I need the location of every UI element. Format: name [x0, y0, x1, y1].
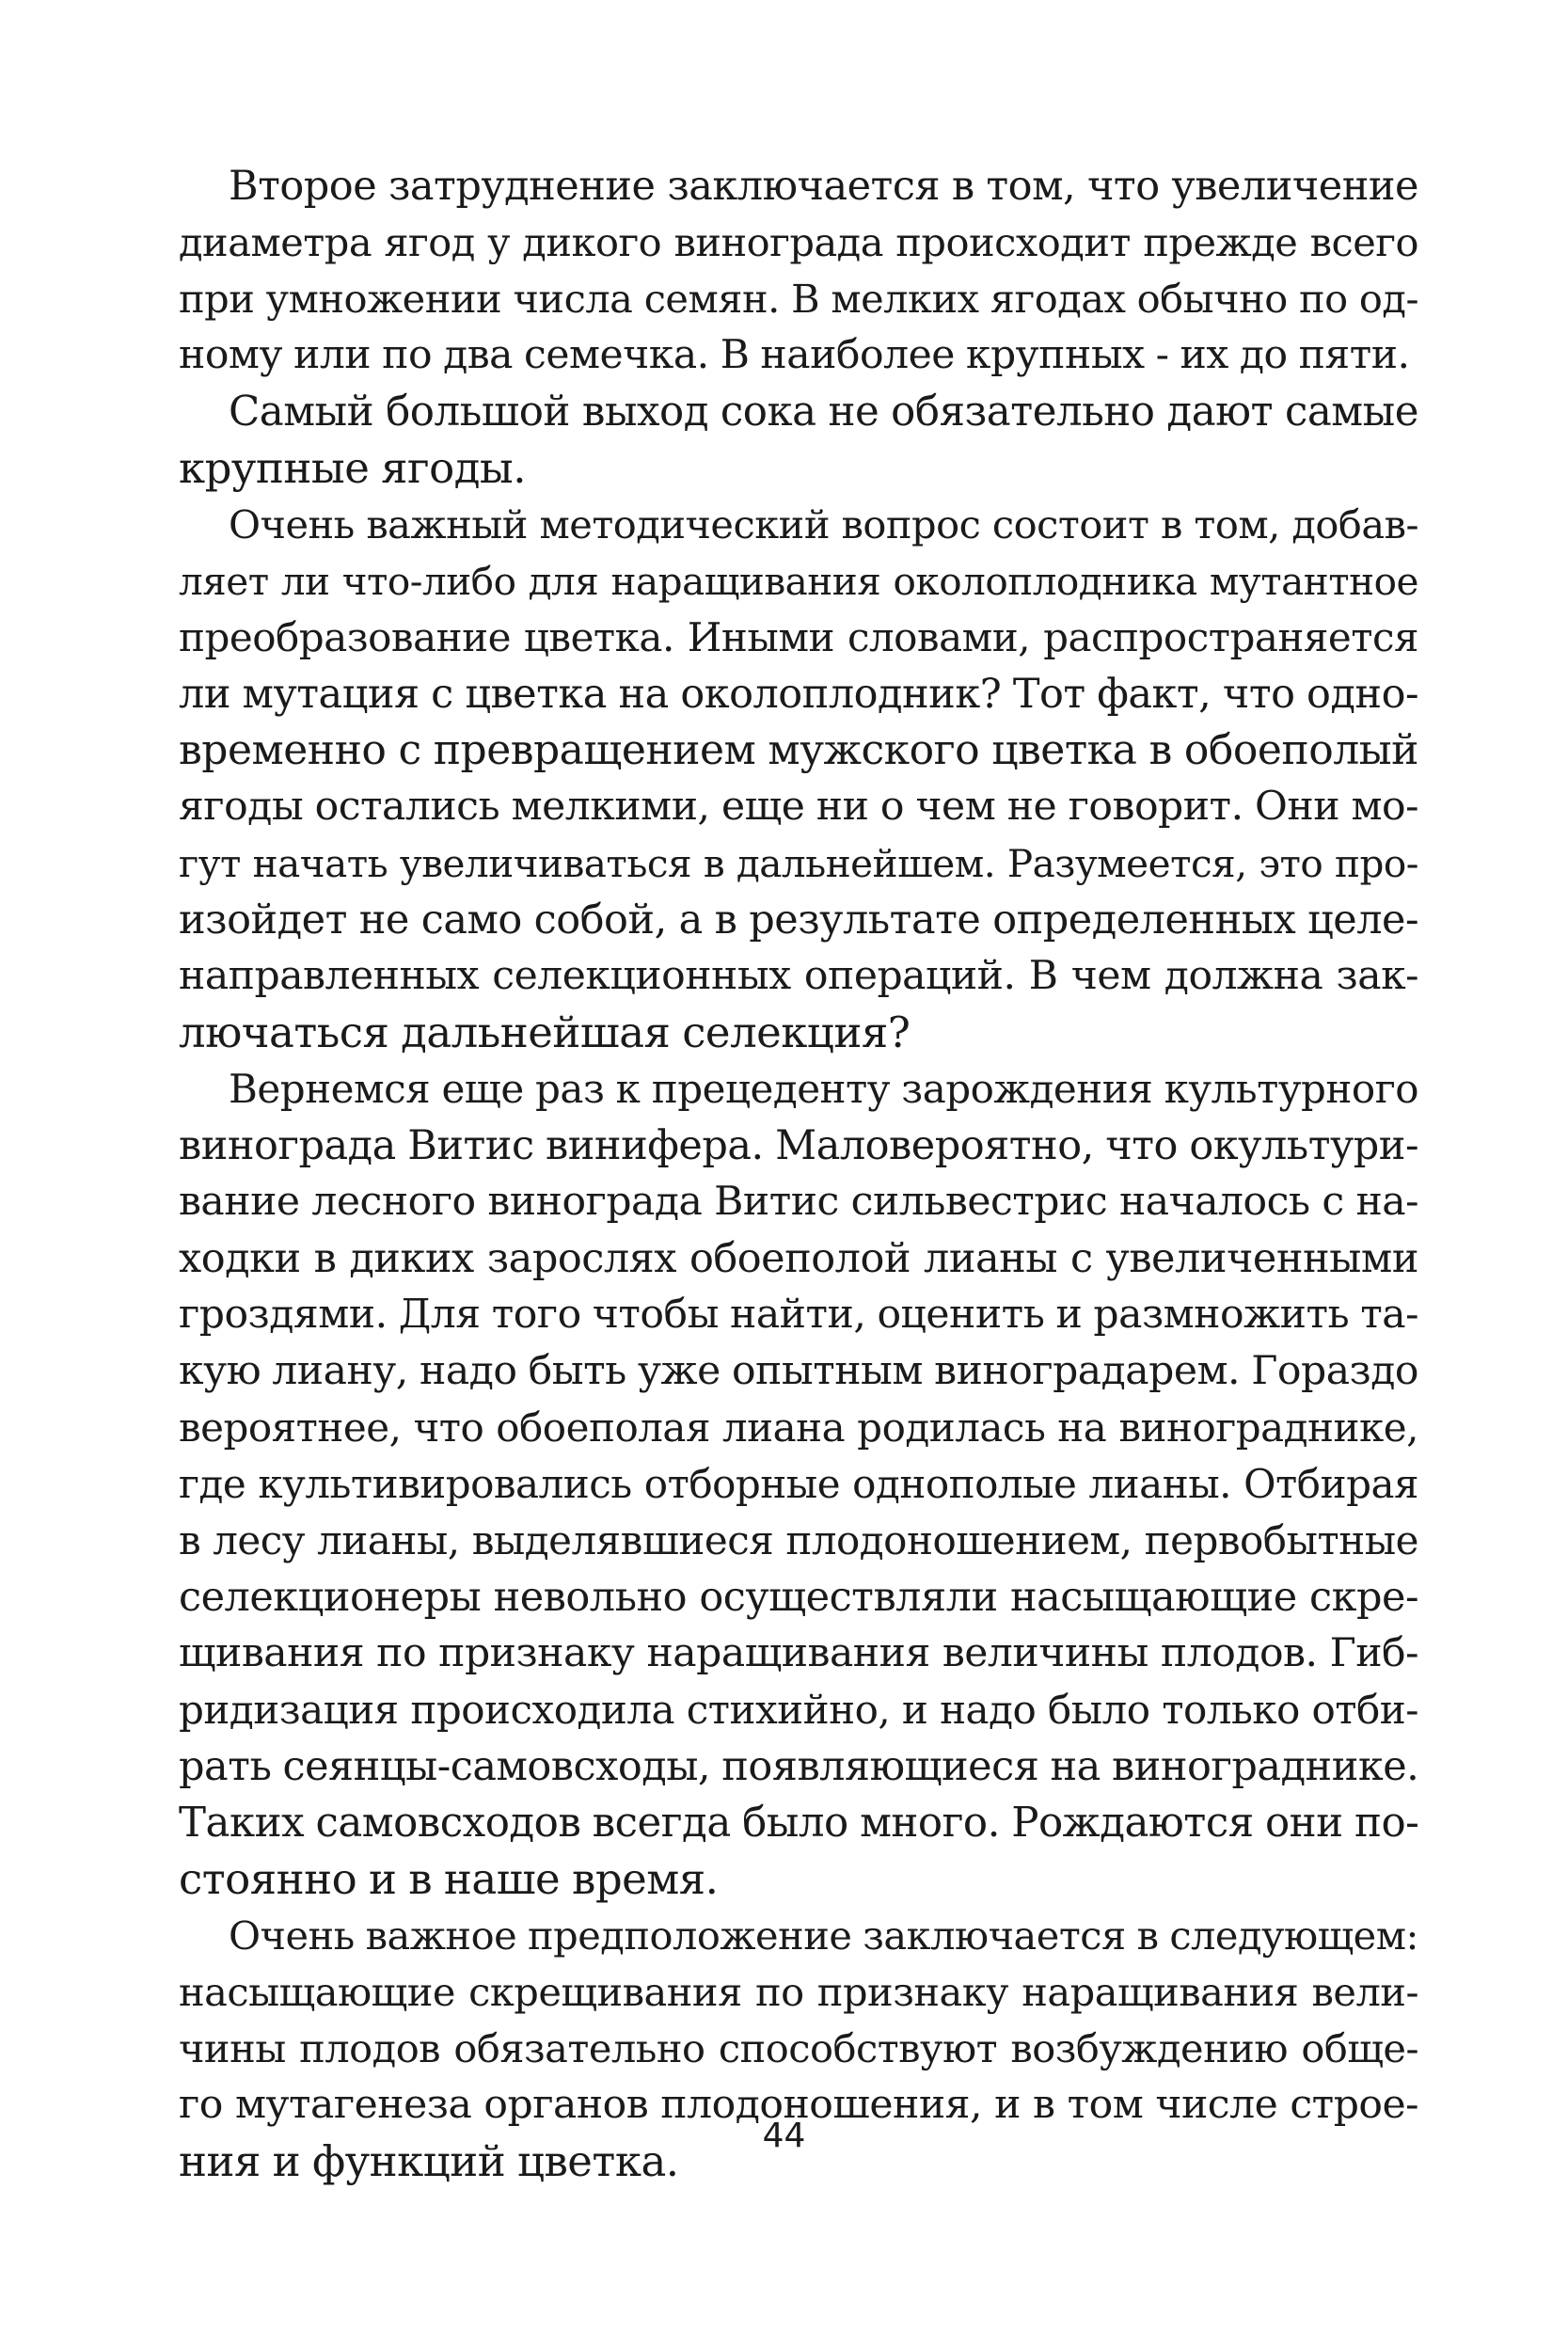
text-line: временно с превращением мужского цветка в обоеполый	[179, 726, 1418, 774]
text-line: селекционеры невольно осуществляли насыщающие скре-	[179, 1574, 1418, 1621]
body-text	[179, 158, 1418, 2190]
text-line: в лесу лианы, выделявшиеся плодоношением, первобытные	[179, 1517, 1418, 1563]
text-line: где культивировались отборные однополые лианы. Отбирая	[179, 1461, 1418, 1507]
text-line: ляет ли что-либо для наращивания околоплодника мутантное	[179, 559, 1418, 604]
text-line: стоянно и в наше время.	[179, 1854, 719, 1904]
text-line: ли мутация с цветка на околоплодник? Тот факт, что одно-	[179, 671, 1418, 718]
text-line: ягоды остались мелкими, еще ни о чем не говорит. Они мо-	[179, 784, 1418, 830]
text-line: Вернемся еще раз к прецеденту зарождения культурного	[229, 1066, 1418, 1112]
text-line: гроздями. Для того чтобы найти, оценить и размножить та-	[179, 1292, 1418, 1338]
text-line: го мутагенеза органов плодоношения, и в том числе строе-	[179, 2082, 1418, 2128]
text-line: крупные ягоды.	[179, 443, 527, 493]
text-line: вание лесного винограда Витис сильвестрис началось с на-	[179, 1179, 1418, 1225]
text-line: Таких самовсходов всегда было много. Рождаются они по-	[179, 1800, 1419, 1847]
text-line: ходки в диких зарослях обоеполой лианы с увеличенными	[179, 1235, 1418, 1282]
text-line: чины плодов обязательно способствуют возбуждению обще-	[179, 2025, 1418, 2071]
text-line: кую лиану, надо быть уже опытным виноградарем. Гораздо	[179, 1348, 1418, 1394]
text-line: Самый большой выход сока не обязательно дают самые	[229, 389, 1418, 436]
text-line: рать сеянцы-самовсходы, появляющиеся на винограднике.	[179, 1743, 1419, 1790]
text-line: Очень важное предположение заключается в следующем:	[229, 1912, 1418, 1959]
text-line: ния и функций цветка.	[179, 2136, 679, 2186]
text-line: щивания по признаку наращивания величины плодов. Гиб-	[179, 1630, 1418, 1676]
text-line: лючаться дальнейшая селекция?	[179, 1007, 911, 1057]
text-line: ному или по два семечка. В наиболее крупных - их до пяти.	[179, 332, 1410, 378]
page-number: 44	[762, 2117, 806, 2155]
text-line: гут начать увеличиваться в дальнейшем. Разумеется, это про-	[179, 841, 1418, 886]
paragraph	[179, 497, 1418, 1061]
paragraph	[179, 158, 1418, 384]
text-line: направленных селекционных операций. В чем должна зак-	[179, 953, 1418, 999]
text-line: преобразование цветка. Иными словами, распространяется	[179, 614, 1418, 660]
text-line: Второе затруднение заключается в том, что увеличение	[229, 163, 1418, 210]
paragraph	[179, 384, 1418, 497]
text-line: вероятнее, что обоеполая лиана родилась на винограднике,	[179, 1404, 1418, 1451]
text-line: насыщающие скрещивания по признаку наращивания вели-	[179, 1969, 1418, 2015]
text-line: Очень важный методический вопрос состоит в том, добав-	[229, 501, 1418, 547]
text-line: изойдет не само собой, а в результате определенных целе-	[179, 896, 1418, 944]
text-line: винограда Витис винифера. Маловероятно, что окультури-	[179, 1122, 1418, 1169]
text-line: ридизация происходила стихийно, и надо было только отби-	[179, 1687, 1418, 1733]
paragraph	[179, 1061, 1418, 1908]
text-line: при умножении числа семян. В мелких ягодах обычно по од-	[179, 276, 1418, 322]
text-line: диаметра ягод у дикого винограда происходит прежде всего	[179, 219, 1418, 265]
